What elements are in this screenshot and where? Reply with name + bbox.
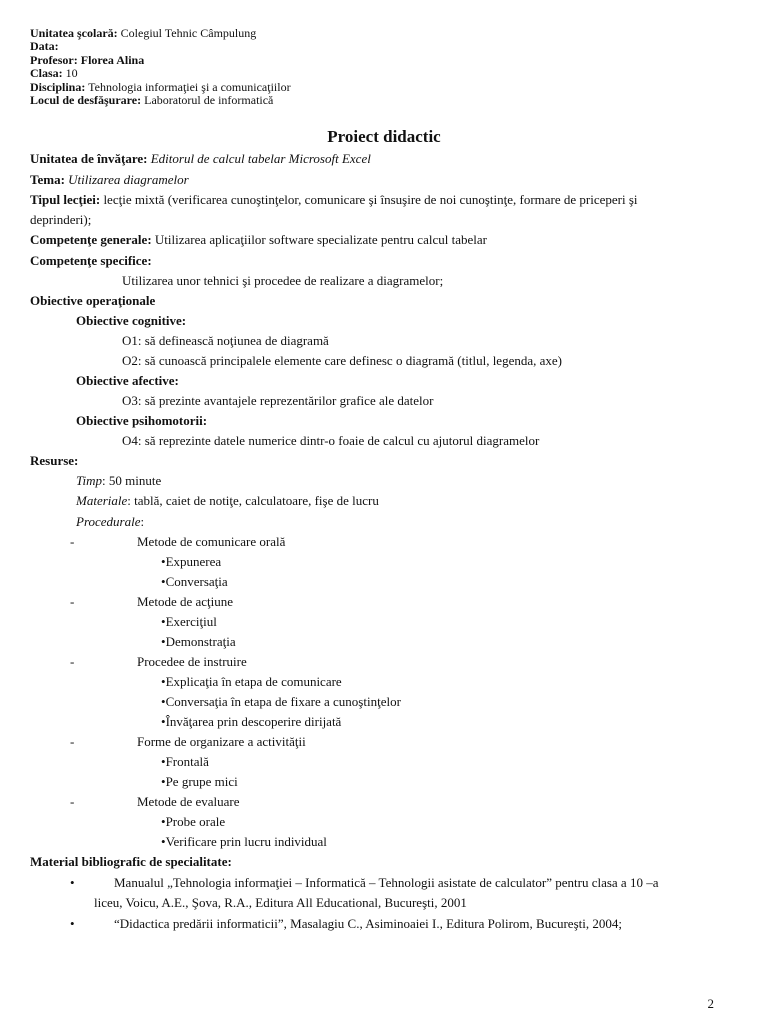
bullet-icon: •	[70, 916, 75, 931]
method-group-title: Forme de organizare a activităţii	[137, 734, 306, 749]
date-label: Data:	[30, 39, 59, 54]
method-group-title: Procedee de instruire	[137, 654, 247, 669]
bullet-icon: •	[161, 614, 166, 629]
bullet-icon: •	[70, 875, 75, 890]
method-item	[161, 814, 225, 830]
unit-label: Unitatea de învăţare:	[30, 151, 148, 166]
location-line	[30, 94, 291, 107]
method-item-label: Pe grupe mici	[165, 774, 238, 789]
discipline-label: Disciplina:	[30, 79, 86, 94]
lesson-type-label: Tipul lecţiei:	[30, 192, 101, 207]
page-title: Proiect didactic	[327, 127, 441, 146]
reference-2: “Didactica predării informaticii”, Masalagiu C., Asiminoaiei I., Editura Polirom, Bucureşti, 2004;	[114, 916, 622, 931]
theme-label: Tema:	[30, 172, 65, 187]
lesson-type-value-1: lecţie mixtă (verificarea cunoştinţelor, comunicare şi însuşire de noi cunoştinţe, formare de priceperi şi	[103, 192, 638, 207]
method-group-title: Metode de acţiune	[137, 594, 234, 609]
method-item-label: Verificare prin lucru individual	[165, 834, 327, 849]
method-item-label: Demonstraţia	[165, 634, 236, 649]
time-value: : 50 minute	[102, 473, 162, 488]
unit-value: Editorul de calcul tabelar Microsoft Excel	[150, 151, 371, 166]
general-competences-line	[30, 232, 487, 248]
lesson-type-line	[30, 192, 638, 208]
bullet-icon: •	[161, 694, 166, 709]
method-item	[161, 834, 327, 850]
bullet-icon: •	[161, 774, 166, 789]
bullet-icon: •	[161, 674, 166, 689]
dash-marker: -	[70, 794, 75, 809]
bullet-icon: •	[161, 814, 166, 829]
discipline-line	[30, 81, 291, 94]
dash-marker: -	[70, 594, 75, 609]
class-value: 10	[65, 66, 78, 81]
objective-o4: O4: să reprezinte datele numerice dintr-o foaie de calcul cu ajutorul diagramelor	[122, 433, 540, 448]
objective-o1: O1: să definească noţiunea de diagramă	[122, 333, 329, 348]
location-value: Laboratorul de informatică	[144, 93, 274, 108]
method-item-label: Conversaţia	[165, 574, 228, 589]
discipline-value: Tehnologia informaţiei şi a comunicaţiilor	[88, 79, 291, 94]
materials-label: Materiale	[76, 493, 128, 508]
class-line	[30, 67, 291, 80]
dash-marker: -	[70, 734, 75, 749]
bibliography-label: Material bibliografic de specialitate:	[30, 854, 232, 869]
procedural-line	[76, 514, 144, 530]
bullet-icon: •	[161, 754, 166, 769]
method-group-title: Metode de comunicare orală	[137, 534, 286, 549]
materials-value: : tablă, caiet de notiţe, calculatoare, fişe de lucru	[127, 493, 379, 508]
document-header	[30, 27, 291, 107]
theme-line	[30, 172, 189, 188]
time-line	[76, 473, 161, 489]
lesson-type-value-2: deprinderi);	[30, 212, 92, 227]
bullet-icon: •	[161, 634, 166, 649]
reference-1-line-2: liceu, Voicu, A.E., Şova, R.A., Editura All Educational, Bucureşti, 2001	[94, 895, 467, 910]
procedural-label: Procedurale	[76, 514, 141, 529]
method-item-label: Explicaţia în etapa de comunicare	[165, 674, 342, 689]
school-line	[30, 27, 291, 40]
unit-line	[30, 151, 371, 167]
method-item	[161, 614, 217, 630]
bullet-icon: •	[161, 834, 166, 849]
bullet-icon: •	[161, 574, 166, 589]
bullet-icon: •	[161, 554, 166, 569]
teacher-line	[30, 54, 291, 67]
psychomotor-objectives-label: Obiective psihomotorii:	[76, 413, 208, 428]
method-item	[161, 554, 221, 570]
reference-1-line-1: Manualul „Tehnologia informaţiei – Informatică – Tehnologii asistate de calculator” pentru clasa a 10 –a	[114, 875, 659, 890]
objective-o2: O2: să cunoască principalele elemente care definesc o diagramă (titlul, legenda, axe)	[122, 353, 562, 368]
procedural-colon: :	[140, 514, 145, 529]
method-item	[161, 694, 401, 710]
location-label: Locul de desfăşurare:	[30, 93, 142, 108]
objective-o3: O3: să prezinte avantajele reprezentărilor grafice ale datelor	[122, 393, 434, 408]
affective-objectives-label: Obiective afective:	[76, 373, 179, 388]
cognitive-objectives-label: Obiective cognitive:	[76, 313, 187, 328]
method-item	[161, 634, 236, 650]
method-item-label: Expunerea	[165, 554, 222, 569]
class-label: Clasa:	[30, 66, 63, 81]
specific-competences-label: Competenţe specifice:	[30, 253, 152, 268]
method-item-label: Exerciţiul	[165, 614, 217, 629]
school-value: Colegiul Tehnic Câmpulung	[120, 26, 257, 40]
method-item-label: Conversaţia în etapa de fixare a cunoştinţelor	[165, 694, 401, 709]
method-item	[161, 754, 209, 770]
general-competences-label: Competenţe generale:	[30, 232, 152, 247]
date-line	[30, 40, 291, 53]
general-competences-value: Utilizarea aplicaţiilor software specializate pentru calcul tabelar	[154, 232, 487, 247]
teacher-label: Profesor: Florea Alina	[30, 52, 145, 67]
method-item-label: Probe orale	[165, 814, 226, 829]
school-label: Unitatea şcolară:	[30, 26, 118, 40]
dash-marker: -	[70, 654, 75, 669]
method-item	[161, 574, 228, 590]
method-item	[161, 774, 238, 790]
theme-value: Utilizarea diagramelor	[68, 172, 189, 187]
method-group-title: Metode de evaluare	[137, 794, 240, 809]
method-item	[161, 714, 341, 730]
method-item-label: Frontală	[165, 754, 209, 769]
time-label: Timp	[76, 473, 103, 488]
dash-marker: -	[70, 534, 75, 549]
page-number: 2	[707, 996, 714, 1011]
materials-line	[76, 493, 379, 509]
objectives-label: Obiective operaţionale	[30, 293, 156, 308]
specific-competences-value: Utilizarea unor tehnici şi procedee de realizare a diagramelor;	[122, 273, 444, 288]
bullet-icon: •	[161, 714, 166, 729]
resources-label: Resurse:	[30, 453, 79, 468]
method-item-label: Învăţarea prin descoperire dirijată	[165, 714, 342, 729]
method-item	[161, 674, 342, 690]
